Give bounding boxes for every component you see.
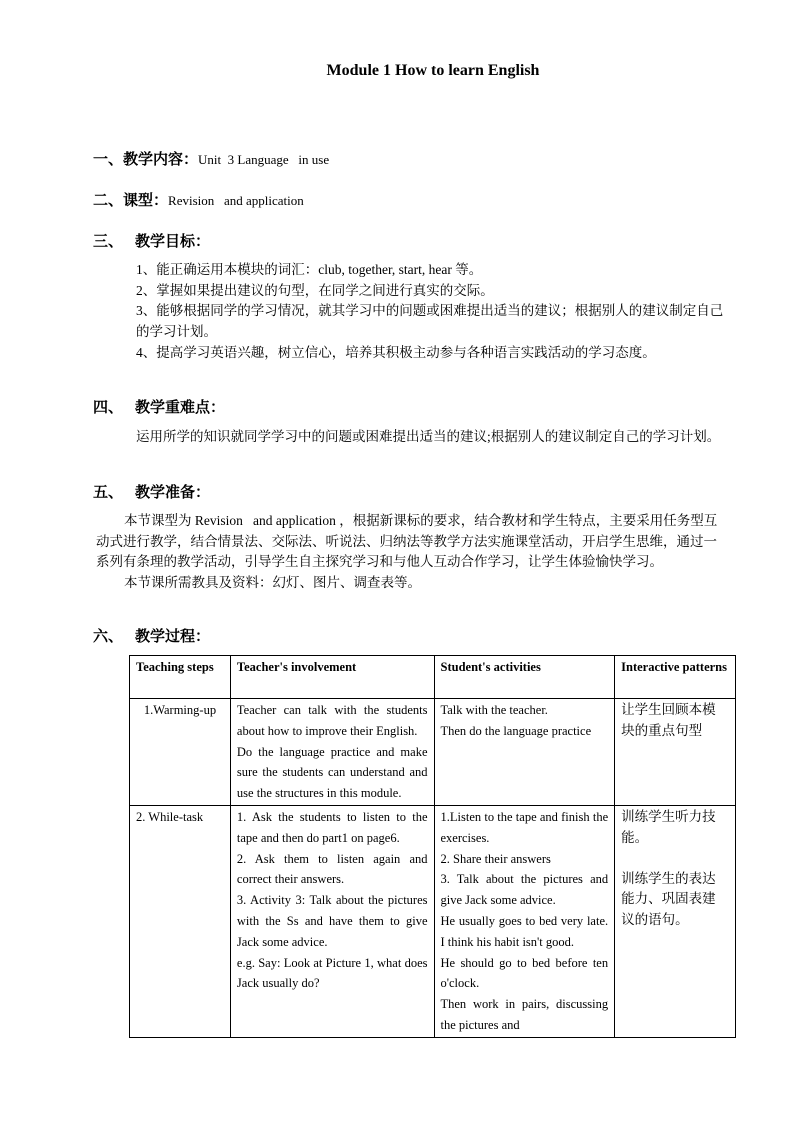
header-cell: Interactive patterns: [615, 656, 736, 699]
list-item: 2、掌握如果提出建议的句型，在同学之间进行真实的交际。: [136, 282, 494, 298]
header-cell: Teacher's involvement: [230, 656, 434, 699]
teaching-process-table: [129, 655, 736, 1038]
cell-line: 3. Activity 3: Talk about the pictures with the Ss and have them to give Jack some advice.: [236, 893, 428, 949]
preparation-text: [96, 511, 726, 594]
key-points-text: [136, 427, 726, 448]
table-cell-student: [434, 699, 615, 806]
list-item: 4、提高学习英语兴趣，树立信心，培养其积极主动参与各种语言实践活动的学习态度。: [136, 344, 656, 360]
list-item: 3、能够根据同学的学习情况，就其学习中的问题或困难提出适当的建议；根据别人的建议制定自己的学习计划。: [136, 303, 724, 340]
table-cell-pattern: [615, 805, 736, 1037]
cell-line: He should go to bed before ten o'clock.: [440, 955, 609, 991]
section-number: 一、: [93, 152, 124, 168]
cell-line: e.g. Say: Look at Picture 1, what does Jack usually do?: [236, 955, 428, 991]
cell-line: Then work in pairs, discussing the pictures and: [440, 997, 609, 1032]
cell-line: Teacher can talk with the students about how to improve their English.: [236, 703, 428, 738]
objectives-list: [136, 260, 726, 364]
table-cell-teacher: [230, 805, 434, 1037]
paragraph: 本节课所需教具及资料：幻灯、图片、调查表等。: [124, 575, 421, 591]
cell-line: Do the language practice and make sure the students can understand and use the structures in this module.: [236, 744, 428, 801]
section-number: 六、: [93, 629, 124, 645]
section-value: Unit 3 Language in use: [198, 152, 330, 167]
section-content: [93, 148, 329, 169]
cell-line: 2. Share their answers: [440, 851, 551, 866]
section-label: 课型：: [123, 193, 169, 209]
section-objectives: [93, 230, 210, 251]
section-label: 教学重难点：: [135, 400, 226, 416]
paragraph: 本节课型为 Revision and application ，根据新课标的要求，结合教材和学生特点，主要采用任务型互动式进行教学，结合情景法、交际法、听说法、归纳法等教学方法实施课堂活动，开启学生思维，通过一系列有条理的教学活动，引导学生自主探究学习和与他人互动合作学习，让学生体验愉快学习。: [96, 513, 718, 570]
page-title: Module 1 How to learn English: [326, 62, 540, 79]
table-cell-student: [434, 805, 615, 1037]
section-value: Revision and application: [168, 193, 304, 208]
cell-line: 3. Talk about the pictures and give Jack some advice.: [440, 872, 609, 908]
header-cell: Teaching steps: [130, 656, 231, 699]
table-cell-teacher: [230, 699, 434, 806]
section-number: 三、: [93, 234, 124, 250]
cell-line: 2. Ask them to listen again and correct their answers.: [236, 851, 428, 887]
table-cell-step: 2. While-task: [130, 805, 231, 1037]
section-label: 教学过程：: [135, 629, 211, 645]
table-cell-pattern: [615, 699, 736, 806]
section-label: 教学内容：: [123, 152, 199, 168]
cell-line: Talk with the teacher.: [440, 703, 548, 717]
section-label: 教学目标：: [135, 234, 211, 250]
cell-line: Then do the language practice: [440, 723, 592, 738]
cell-line: 1.Listen to the tape and finish the exercises.: [440, 809, 609, 845]
section-type: [93, 189, 304, 210]
section-key-points: [93, 396, 225, 417]
cell-line: 训练学生听力技能。: [621, 808, 716, 845]
list-item: 1、能正确运用本模块的词汇：club, together, start, hear 等。: [136, 262, 483, 277]
section-number: 四、: [93, 400, 124, 416]
cell-line: 让学生回顾本模块的重点句型: [621, 702, 716, 738]
header-cell: Student's activities: [434, 656, 615, 699]
table-cell-step: 1.Warming-up: [130, 699, 231, 806]
section-label: 教学准备：: [135, 485, 211, 501]
cell-line: 训练学生的表达能力、巩固表建议的语句。: [621, 870, 716, 928]
cell-line: He usually goes to bed very late. I think his habit isn't good.: [440, 913, 609, 949]
section-process: [93, 625, 210, 646]
table-row: [130, 699, 736, 806]
paragraph: 运用所学的知识就同学学习中的问题或困难提出适当的建议;根据别人的建议制定自己的学习计划。: [136, 429, 721, 444]
section-number: 二、: [93, 193, 124, 209]
table-row: [130, 805, 736, 1037]
section-number: 五、: [93, 485, 124, 501]
spacer: [621, 849, 729, 869]
cell-line: 1. Ask the students to listen to the tape and then do part1 on page6.: [236, 809, 428, 845]
section-preparation: [93, 481, 210, 502]
table-header-row: [130, 656, 736, 699]
